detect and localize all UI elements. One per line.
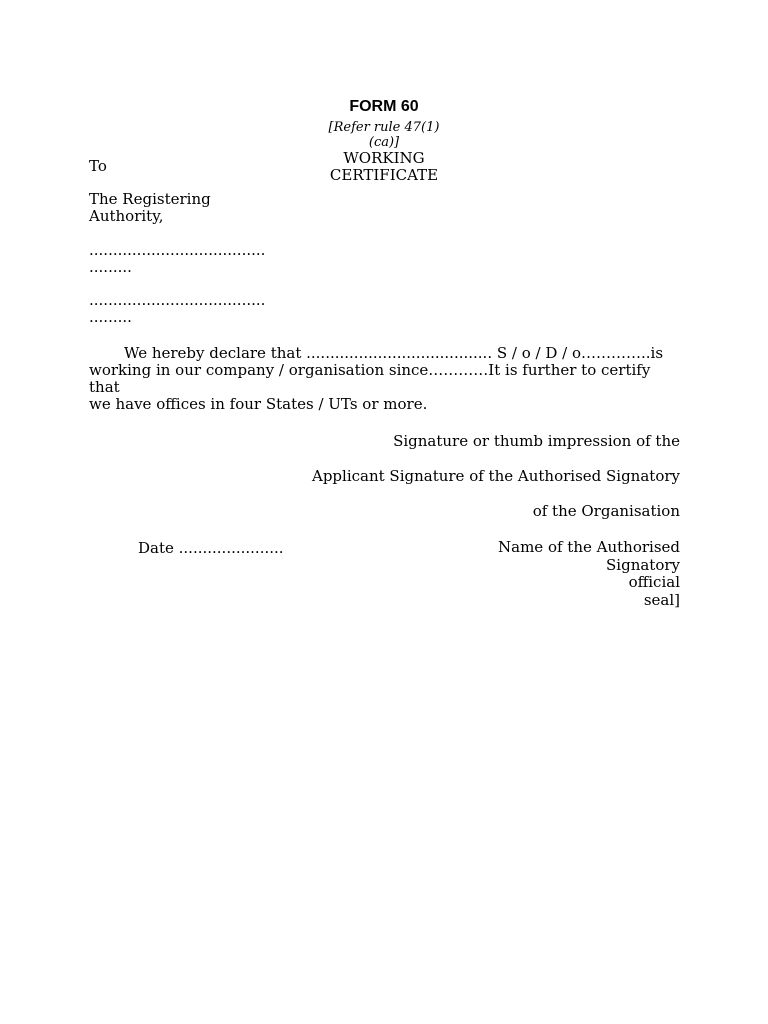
declaration-line-2: working in our company / organisation since…………It is further to certify	[89, 361, 651, 379]
rule-reference-line-2: (ca)]	[368, 135, 400, 150]
form-title: FORM 60	[349, 98, 419, 115]
signature-line-3: of the Organisation	[532, 502, 680, 520]
address-blank-2-line-a: .....................................	[89, 291, 266, 309]
authorised-signatory-name	[480, 539, 680, 609]
to-label: To	[89, 157, 107, 175]
address-blank-1-line-b: .........	[89, 258, 132, 276]
authority-line-1: The Registering	[89, 190, 211, 208]
address-blank-1	[89, 242, 265, 276]
auth-name-line-2: Signatory	[606, 555, 680, 574]
address-blank-2	[89, 292, 265, 326]
address-blank-2-line-b: .........	[89, 308, 132, 326]
declaration-line-3: that	[89, 378, 120, 396]
certificate-title-line-2: CERTIFICATE	[329, 166, 439, 184]
rule-reference	[284, 120, 484, 150]
signature-line-2: Applicant Signature of the Authorised Signatory	[311, 467, 680, 485]
rule-reference-line-1: [Refer rule 47(1)	[328, 120, 440, 135]
auth-name-line-1: Name of the Authorised	[498, 538, 680, 556]
certificate-title-line-1: WORKING	[343, 149, 425, 167]
auth-name-line-4: seal]	[643, 590, 680, 609]
declaration-line-4: we have offices in four States / UTs or more.	[89, 395, 428, 413]
certificate-title	[284, 150, 484, 184]
date-field: Date ......................	[138, 539, 284, 557]
address-blank-1-line-a: .....................................	[89, 241, 266, 259]
authority-line-2: Authority,	[89, 207, 164, 225]
registering-authority	[89, 191, 211, 225]
auth-name-line-3: official	[628, 573, 680, 591]
declaration-line-1	[89, 345, 681, 362]
declaration-line-1-text: We hereby declare that ....................................... S / o / D / o…………..is	[124, 344, 664, 362]
declaration-paragraph	[89, 345, 681, 413]
signature-line-1: Signature or thumb impression of the	[393, 432, 680, 450]
